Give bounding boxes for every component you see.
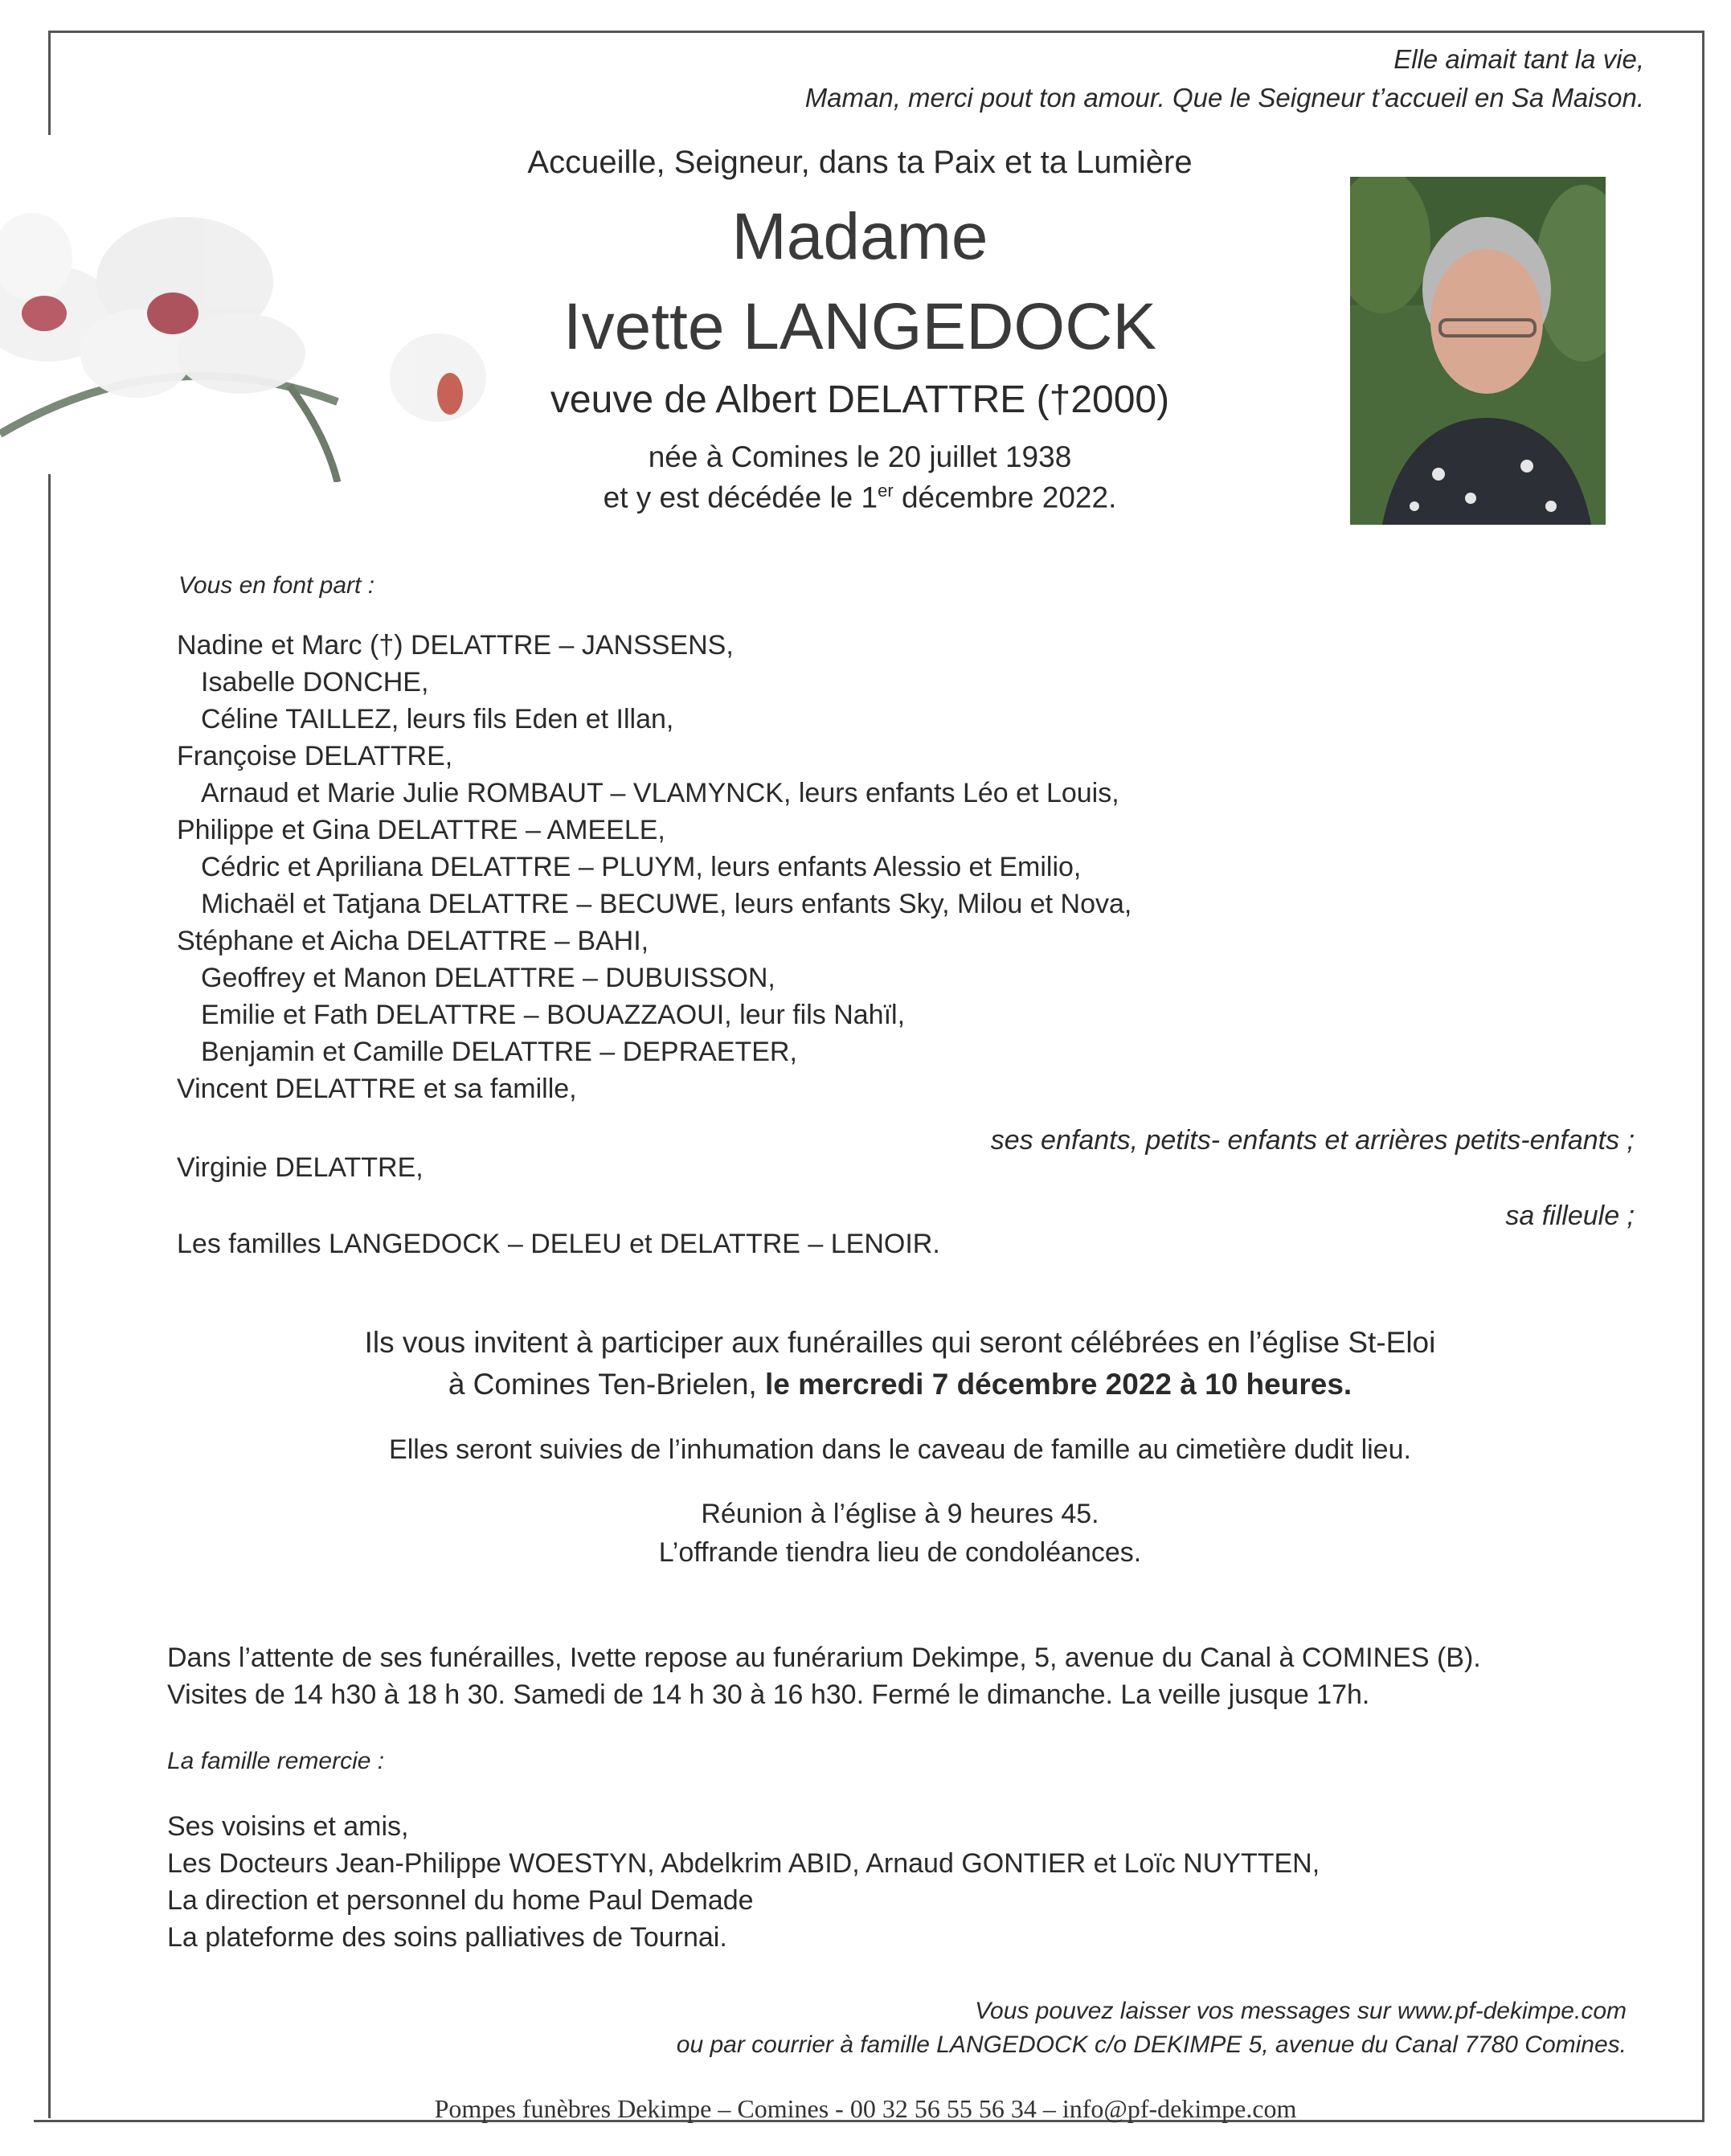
epigraph-line-2: Maman, merci pout ton amour. Que le Seigneur t’accueil en Sa Maison. — [804, 83, 1644, 113]
repose-line-2: Visites de 14 h30 à 18 h 30. Samedi de 14 h 30 à 16 h30. Fermé le dimanche. La veille jusque 17h. — [167, 1679, 1370, 1710]
family-member-line: Michaël et Tatjana DELATTRE – BECUWE, leurs enfants Sky, Milou et Nova, — [201, 889, 1132, 919]
family-intro: Vous en font part : — [178, 572, 375, 599]
meeting-line: Réunion à l’église à 9 heures 45. — [701, 1499, 1099, 1529]
portrait-photo — [1350, 177, 1606, 525]
relation-children: ses enfants, petits- enfants et arrières petits-enfants ; — [990, 1125, 1635, 1156]
funeral-date: le mercredi 7 décembre 2022 à 10 heures. — [765, 1368, 1352, 1401]
death-line-ordinal: er — [878, 481, 894, 501]
goddaughter: Virginie DELATTRE, — [177, 1152, 424, 1183]
relation-goddaughter: sa filleule ; — [1505, 1201, 1635, 1231]
family-list — [177, 627, 1131, 1107]
page-border-left — [48, 474, 51, 2118]
funeral-place: à Comines Ten-Brielen, — [448, 1368, 765, 1401]
messages-line-2: ou par courrier à famille LANGEDOCK c/o DEKIMPE 5, avenue du Canal 7780 Comines. — [676, 2031, 1627, 2058]
thanks-line: Les Docteurs Jean-Philippe WOESTYN, Abdelkrim ABID, Arnaud GONTIER et Loïc NUYTTEN, — [167, 1848, 1320, 1879]
family-member-line: Céline TAILLEZ, leurs fils Eden et Illan, — [201, 704, 674, 734]
family-member-line: Emilie et Fath DELATTRE – BOUAZZAOUI, leur fils Nahïl, — [201, 1000, 906, 1030]
birth-line: née à Comines le 20 juillet 1938 — [648, 440, 1072, 473]
messages-block — [677, 1994, 1627, 2062]
meeting-block — [241, 1495, 1559, 1572]
funeral-invitation — [241, 1322, 1559, 1405]
thanks-line: Ses voisins et amis, — [167, 1811, 409, 1842]
offering-line: L’offrande tiendra lieu de condoléances. — [658, 1537, 1142, 1568]
family-member-line: Arnaud et Marie Julie ROMBAUT – VLAMYNCK, leurs enfants Léo et Louis, — [201, 778, 1119, 808]
families-line: Les familles LANGEDOCK – DELEU et DELATTRE – LENOIR. — [177, 1229, 940, 1259]
messages-line-1: Vous pouvez laisser vos messages sur www.pf-dekimpe.com — [975, 1998, 1627, 2024]
family-member-line: Françoise DELATTRE, — [177, 741, 453, 771]
deceased-name: Ivette LANGEDOCK — [563, 290, 1157, 363]
welcome-line: Accueille, Seigneur, dans ta Paix et ta Lumière — [527, 145, 1193, 180]
epigraph-line-1: Elle aimait tant la vie, — [1393, 44, 1644, 74]
family-member-line: Cédric et Apriliana DELATTRE – PLUYM, leurs enfants Alessio et Emilio, — [201, 852, 1082, 882]
footer: Pompes funèbres Dekimpe – Comines - 00 32 56 55 56 34 – info@pf-dekimpe.com — [434, 2094, 1297, 2123]
widow-line: veuve de Albert DELATTRE (†2000) — [550, 378, 1170, 421]
repose-line-1: Dans l’attente de ses funérailles, Ivette repose au funérarium Dekimpe, 5, avenue du Canal à COMINES (B). — [167, 1643, 1481, 1673]
funeral-line-2 — [241, 1364, 1559, 1405]
death-line — [450, 481, 1270, 514]
inhumation-line: Elles seront suivies de l’inhumation dans le caveau de famille au cimetière dudit lieu. — [389, 1434, 1411, 1465]
death-line-suffix: décembre 2022. — [893, 481, 1117, 514]
honorific: Madame — [731, 200, 988, 273]
family-member-line: Stéphane et Aicha DELATTRE – BAHI, — [177, 926, 649, 956]
thanks-intro: La famille remercie : — [167, 1748, 385, 1774]
epigraph — [805, 40, 1644, 117]
family-member-line: Geoffrey et Manon DELATTRE – DUBUISSON, — [201, 963, 775, 993]
death-line-prefix: et y est décédée le 1 — [603, 481, 878, 514]
page-border-left-top — [48, 31, 51, 135]
thanks-line: La direction et personnel du home Paul Demade — [167, 1885, 754, 1916]
family-member-line: Nadine et Marc (†) DELATTRE – JANSSENS, — [177, 630, 734, 661]
funeral-line-1: Ils vous invitent à participer aux funérailles qui seront célébrées en l’église St-Eloi — [364, 1326, 1436, 1359]
family-member-line: Benjamin et Camille DELATTRE – DEPRAETER, — [201, 1037, 797, 1067]
orchid-illustration — [0, 193, 498, 482]
family-member-line: Vincent DELATTRE et sa famille, — [177, 1074, 577, 1104]
family-member-line: Isabelle DONCHE, — [201, 667, 429, 698]
thanks-list — [167, 1808, 1320, 1956]
thanks-line: La plateforme des soins palliatives de Tournai. — [167, 1922, 727, 1953]
repose-block — [167, 1639, 1481, 1713]
family-member-line: Philippe et Gina DELATTRE – AMEELE, — [177, 815, 665, 845]
